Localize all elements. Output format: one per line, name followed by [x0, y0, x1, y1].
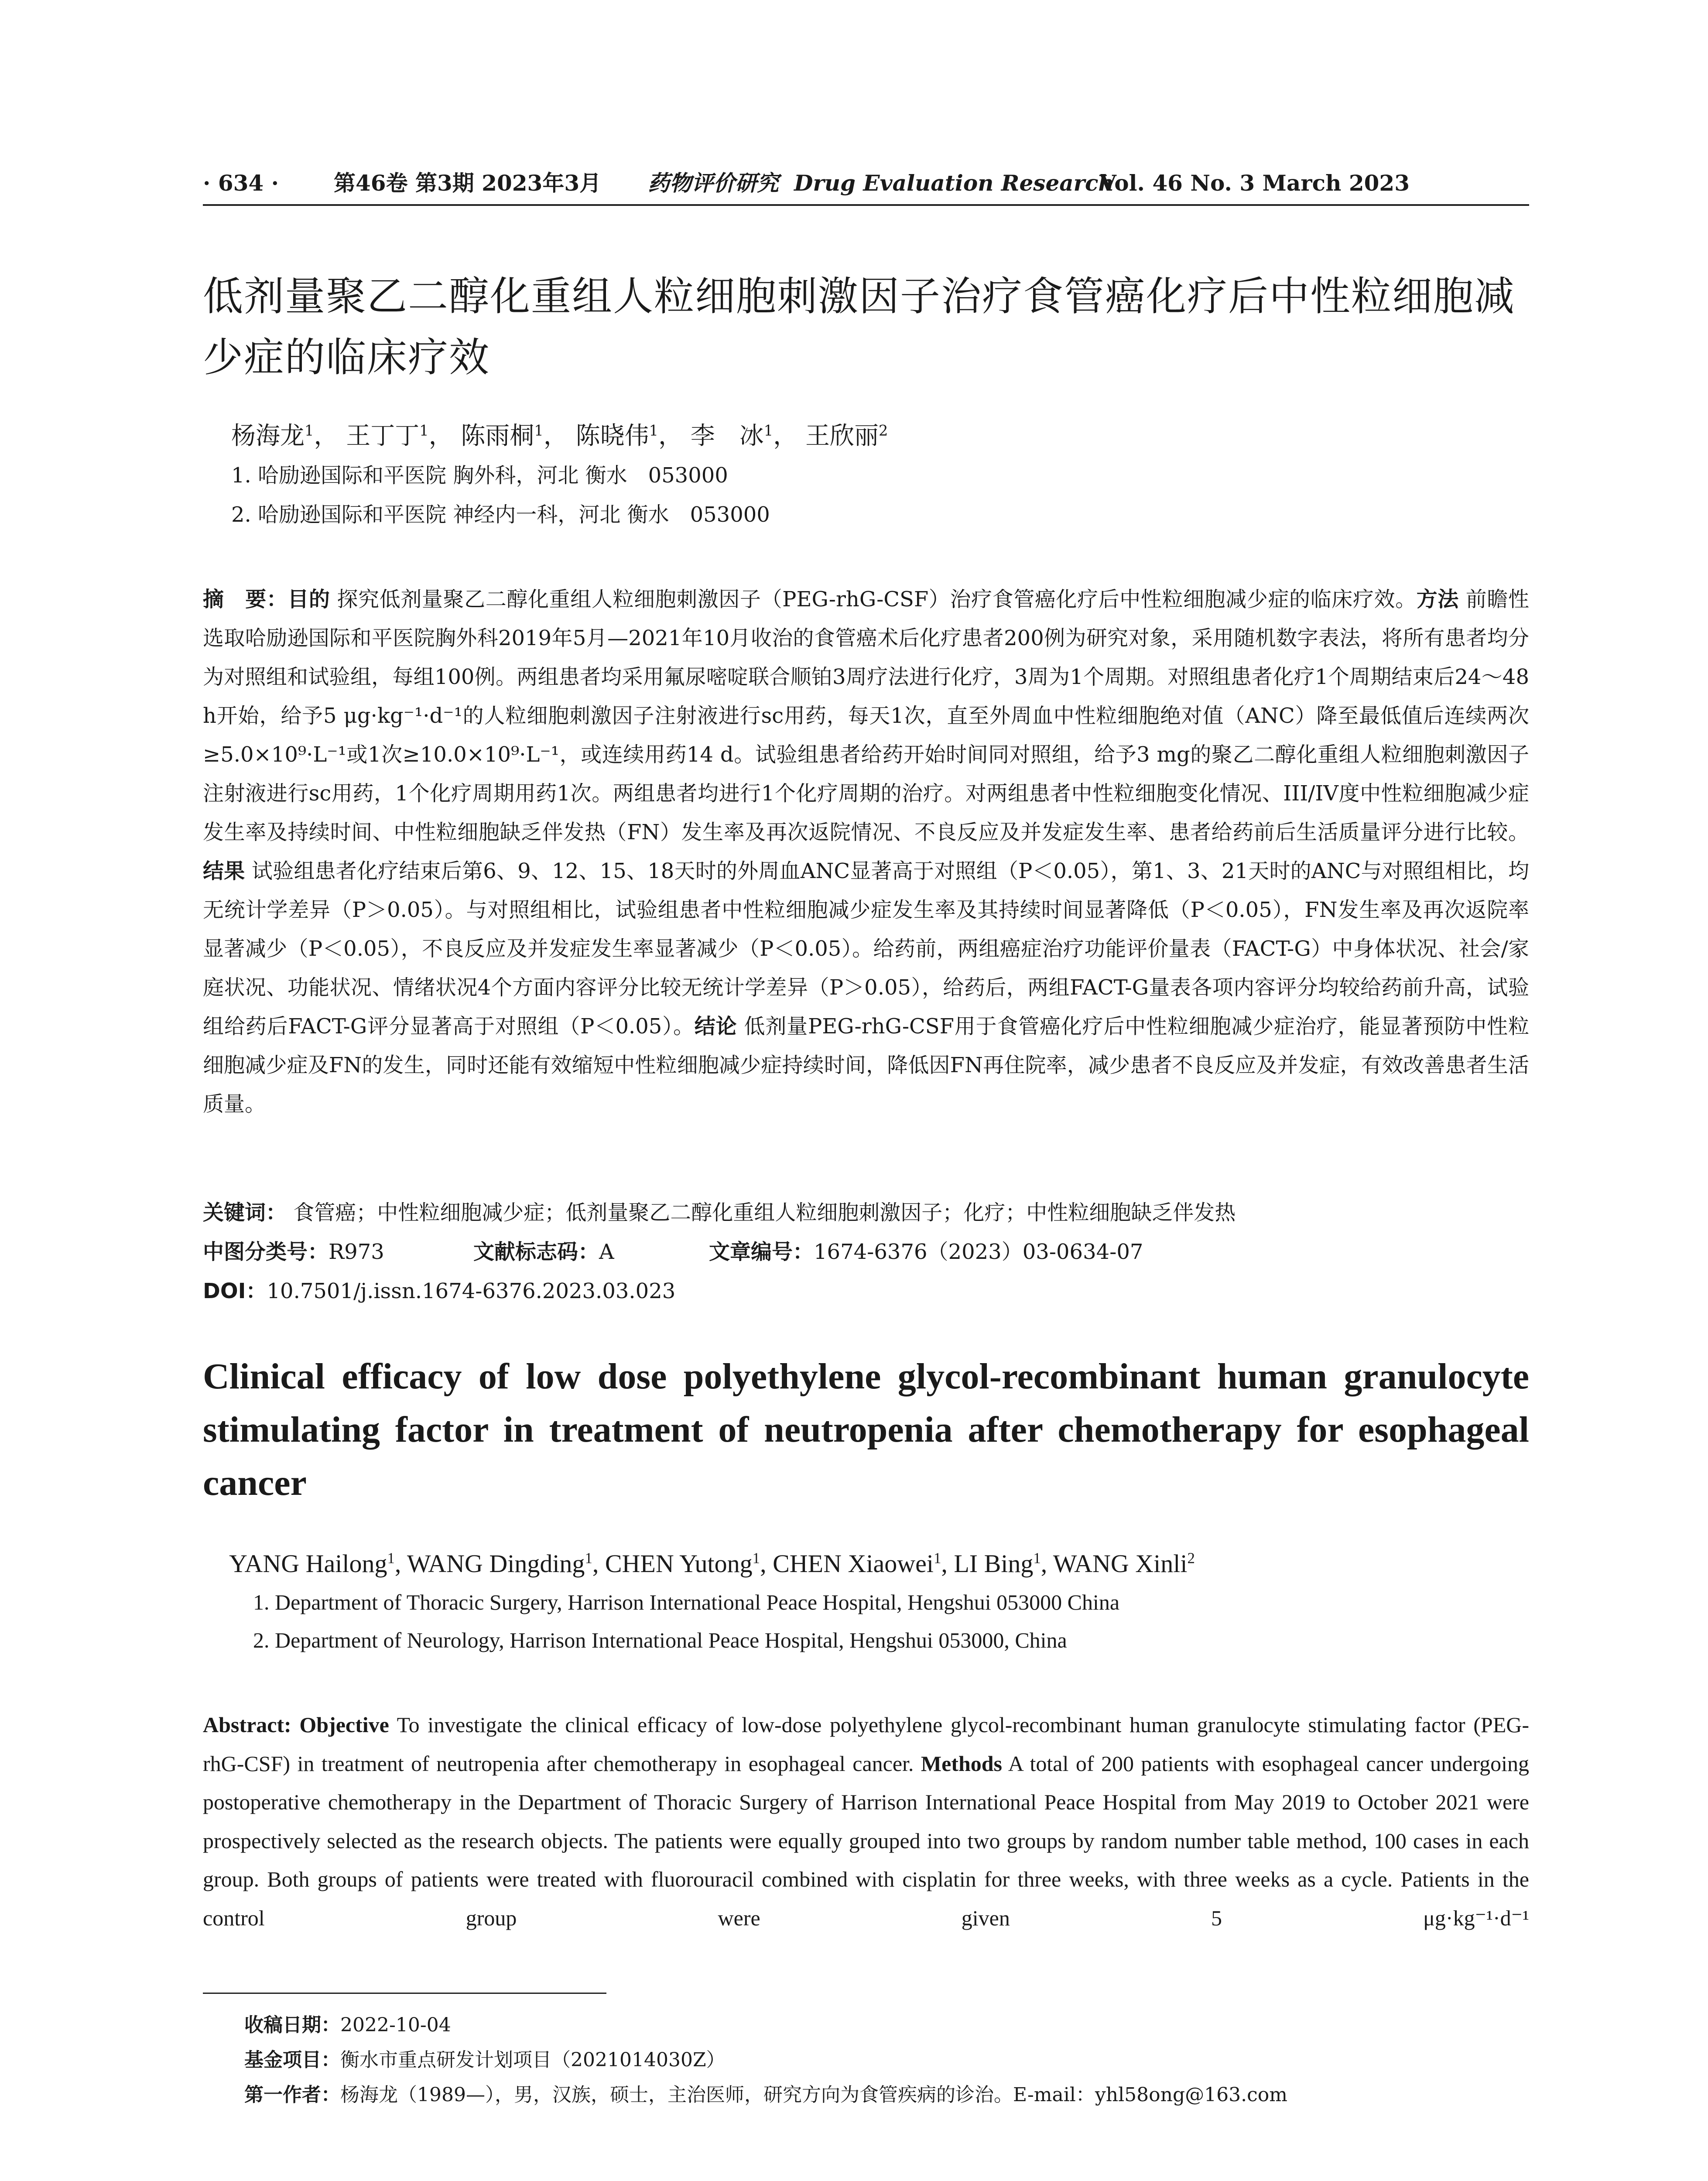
- author-en: YANG Hailong$^1$: [229, 1549, 395, 1578]
- journal-name-en: Drug Evaluation Research: [794, 170, 1114, 196]
- issue-en: Vol. 46 No. 3 March 2023: [1099, 170, 1410, 196]
- paper-title-cn: 低剂量聚乙二醇化重组人粒细胞刺激因子治疗食管癌化疗后中性粒细胞减少症的临床疗效: [203, 273, 1516, 381]
- running-header: [203, 168, 1529, 198]
- author-en: WANG Xinli$^2$: [1053, 1549, 1195, 1578]
- author-cn: 杨海龙$^1$: [231, 422, 314, 450]
- affiliation-cn: 2. 哈励逊国际和平医院 神经内一科，河北 衡水 053000: [231, 503, 770, 527]
- author-list-cn: 杨海龙$^1$， 王丁丁$^1$， 陈雨桐$^1$， 陈晓伟$^1$， 李 冰$^1$， 王欣丽$^2$: [231, 422, 888, 450]
- footnote-first-author: 第一作者：杨海龙（1989—），男，汉族，硕士，主治医师，研究方向为食管疾病的诊治。E-mail：yhl58ong@163.com: [244, 2084, 1287, 2106]
- methods-text-cn: 前瞻性选取哈励逊国际和平医院胸外科2019年5月—2021年10月收治的食管癌术后化疗患者200例为研究对象，采用随机数字表法，将所有患者均分为对照组和试验组，每组100例。两组患者均采用氟尿嘧啶联合顺铂3周疗法进行化疗，3周为1个周期。对照组患者化疗1个周期结束后24～48 h开始，给予5 μg·kg⁻¹·d⁻¹的人粒细胞刺激因子注射液进行sc用药，每天1次，直至外周血中性粒细胞绝对值（ANC）降至最低值后连续两次≥5.0×10⁹·L⁻¹或1次≥10.0×10⁹·L⁻¹，或连续用药14 d。试验组患者给药开始时间同对照组，给予3 mg的聚乙二醇化重组人粒细胞刺激因子注射液进行sc用药，1个化疗周期用药1次。两组患者均进行1个化疗周期的治疗。对两组患者中性粒细胞变化情况、III/IV度中性粒细胞减少症发生率及持续时间、中性粒细胞缺乏伴发热（FN）发生率及再次返院情况、不良反应及并发症发生率、患者给药前后生活质量评分进行比较。: [203, 587, 1529, 844]
- methods-label-en: Methods: [921, 1751, 1003, 1776]
- doi-link[interactable]: 10.7501/j.issn.1674-6376.2023.03.023: [267, 1279, 676, 1303]
- footnote-rule: [203, 1993, 606, 1994]
- affiliation-en: 2. Department of Neurology, Harrison International Peace Hospital, Hengshui 053000, China: [253, 1628, 1067, 1652]
- document-code: A: [599, 1240, 614, 1264]
- issue-cn: 第46卷 第3期 2023年3月: [334, 170, 602, 196]
- author-en: WANG Dingding$^1$: [407, 1549, 592, 1578]
- author-list-en: YANG Hailong$^1$, WANG Dingding$^1$, CHEN Yutong$^1$, CHEN Xiaowei$^1$, LI Bing$^1$, WANG Xinli$^2$: [229, 1549, 1195, 1578]
- author-cn: 王丁丁$^1$: [346, 422, 429, 450]
- objective-text-cn: 探究低剂量聚乙二醇化重组人粒细胞刺激因子（PEG-rhG-CSF）治疗食管癌化疗后中性粒细胞减少症的临床疗效。: [337, 587, 1417, 612]
- keywords-text: 食管癌；中性粒细胞减少症；低剂量聚乙二醇化重组人粒细胞刺激因子；化疗；中性粒细胞缺乏伴发热: [293, 1200, 1236, 1225]
- page-number: · 634 ·: [203, 170, 279, 196]
- results-label-cn: 结果: [203, 859, 245, 883]
- affiliation-en: 1. Department of Thoracic Surgery, Harrison International Peace Hospital, Hengshui 053000 China: [253, 1590, 1120, 1614]
- classification-line: 中图分类号：R973 文献标志码：A 文章编号：1674-6376（2023）03-0634-07: [203, 1240, 1143, 1264]
- abstract-cn: [203, 580, 1529, 1124]
- author-en: CHEN Xiaowei$^1$: [773, 1549, 941, 1578]
- author-cn: 王欣丽$^2$: [805, 422, 888, 450]
- clc-number: R973: [329, 1240, 384, 1264]
- affiliation-cn: 1. 哈励逊国际和平医院 胸外科，河北 衡水 053000: [231, 463, 728, 488]
- methods-label-cn: 方法: [1416, 587, 1459, 612]
- author-cn: 陈晓伟$^1$: [575, 422, 658, 450]
- abstract-label-en: Abstract:: [203, 1713, 291, 1737]
- article-number: 1674-6376（2023）03-0634-07: [814, 1240, 1143, 1264]
- author-cn: 李 冰$^1$: [690, 422, 774, 450]
- methods-text-en: A total of 200 patients with esophageal cancer undergoing postoperative chemotherapy in the Department of Thoracic Surgery of Harrison International Peace Hospital from May 2019 to October 2021 were prospectively selected as the research objects. The patients were equally grouped into two groups by random number table method, 100 cases in each group. Both groups of patients were treated with fluorouracil combined with cisplatin for three weeks, with three weeks as a cycle. Patients in the control group were given 5 μg·kg⁻¹·d⁻¹: [203, 1751, 1530, 1930]
- author-en: LI Bing$^1$: [954, 1549, 1041, 1578]
- doi-line: DOI：10.7501/j.issn.1674-6376.2023.03.023: [203, 1279, 676, 1303]
- objective-label-cn: 目的: [288, 587, 330, 612]
- conclusion-label-cn: 结论: [694, 1014, 737, 1039]
- abstract-en: [203, 1706, 1529, 1937]
- author-en: CHEN Yutong$^1$: [605, 1549, 760, 1578]
- paper-title-en: Clinical efficacy of low dose polyethylene glycol-recombinant human granulocyte stimulating factor in treatment of neutropenia after chemotherapy for esophageal cancer: [203, 1356, 1529, 1503]
- keywords-cn: 关键词： 食管癌；中性粒细胞减少症；低剂量聚乙二醇化重组人粒细胞刺激因子；化疗；中性粒细胞缺乏伴发热: [203, 1200, 1236, 1225]
- conclusion-text-cn: 低剂量PEG-rhG-CSF用于食管癌化疗后中性粒细胞减少症治疗，能显著预防中性粒细胞减少症及FN的发生，同时还能有效缩短中性粒细胞减少症持续时间，降低因FN再住院率，减少患者不良反应及并发症，有效改善患者生活质量。: [203, 1014, 1529, 1116]
- results-text-cn: 试验组患者化疗结束后第6、9、12、15、18天时的外周血ANC显著高于对照组（P＜0.05），第1、3、21天时的ANC与对照组相比，均无统计学差异（P＞0.05）。与对照组相比，试验组患者中性粒细胞减少症发生率及其持续时间显著降低（P＜0.05），FN发生率及再次返院率显著减少（P＜0.05），不良反应及并发症发生率显著减少（P＜0.05）。给药前，两组癌症治疗功能评价量表（FACT-G）中身体状况、社会/家庭状况、功能状况、情绪状况4个方面内容评分比较无统计学差异（P＞0.05），给药后，两组FACT-G量表各项内容评分均较给药前升高，试验组给药后FACT-G评分显著高于对照组（P＜0.05）。: [203, 859, 1529, 1039]
- footnote-received: 收稿日期：2022-10-04: [244, 2014, 451, 2036]
- objective-text-en: To investigate the clinical efficacy of low-dose polyethylene glycol-recombinant human granulocyte stimulating factor (PEG-rhG-CSF) in treatment of neutropenia after chemotherapy in esophageal cancer.: [203, 1713, 1529, 1776]
- footnote-fund: 基金项目：衡水市重点研发计划项目（2021014030Z）: [244, 2049, 726, 2071]
- header-rule: [203, 204, 1529, 206]
- author-cn: 陈雨桐$^1$: [461, 422, 544, 450]
- objective-label-en: Objective: [299, 1713, 389, 1737]
- abstract-label-cn: 摘 要：: [203, 587, 288, 612]
- journal-logo-cn: 药物评价研究: [648, 170, 779, 196]
